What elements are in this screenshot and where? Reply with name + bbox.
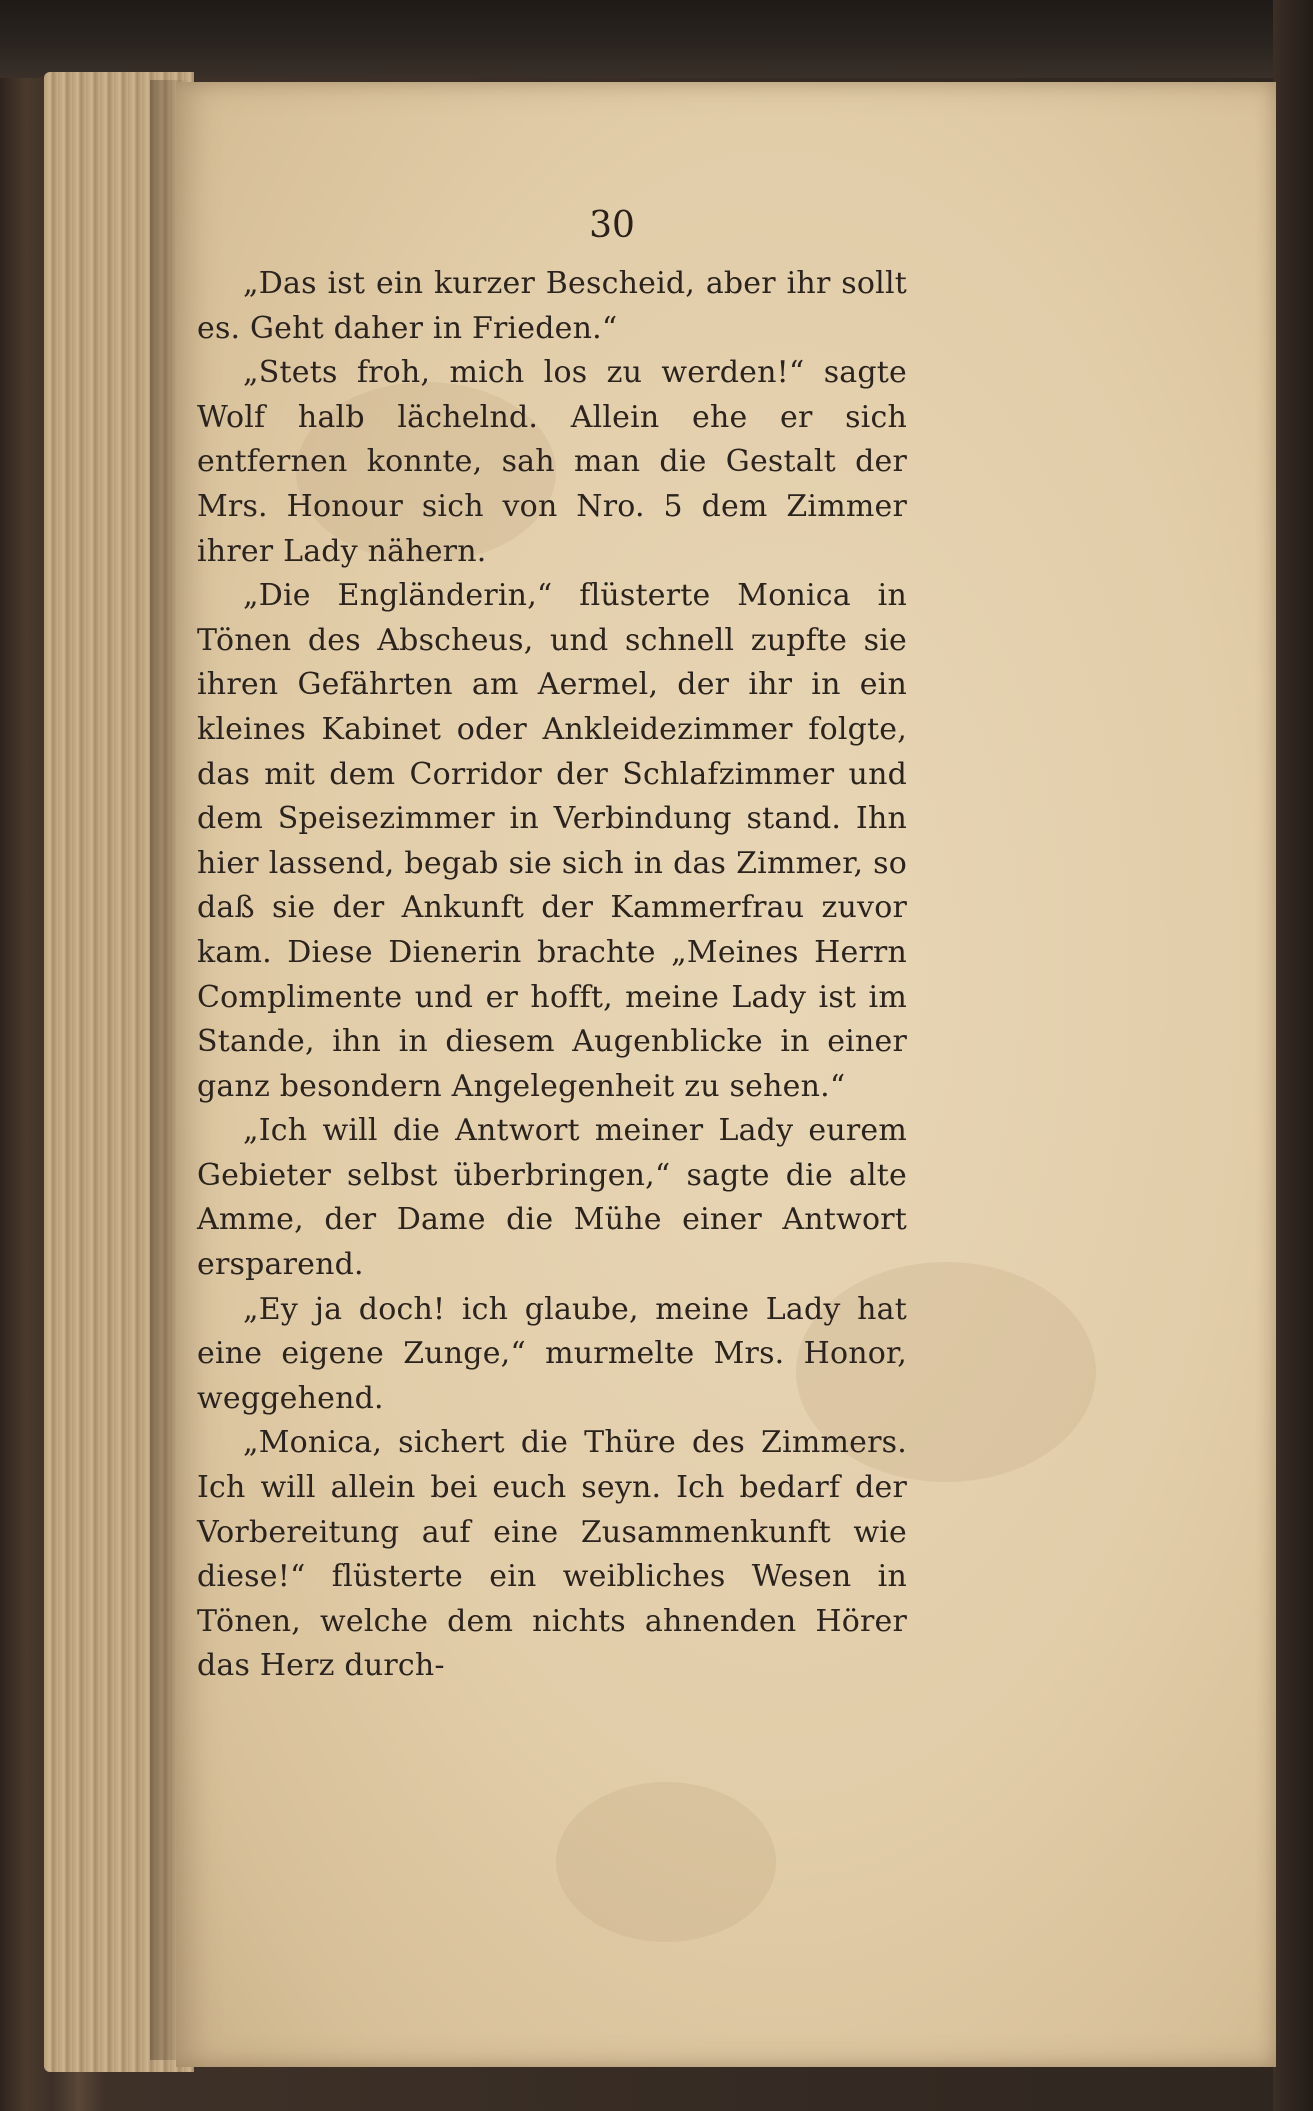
paragraph-text: „Stets froh, mich los zu werden!“ sagte Wolf halb lächelnd. Allein ehe er sich entfernen konnte, sah man die Gestalt der Mrs. Honour sich von Nro. 5 dem Zimmer ihrer Lady nähern. [197,355,907,569]
paragraph-6 [197,1421,907,1689]
paragraph-text: „Ey ja doch! ich glaube, meine Lady hat eine eigene Zunge,“ murmelte Mrs. Honor, weggehend. [197,1291,907,1416]
paragraph-text: „Die Engländerin,“ flüsterte Monica in Tönen des Abscheus, und schnell zupfte sie ihren Gefährten am Aermel, der ihr in ein kleines Kabinet oder Ankleidezimmer folgte, das mit dem Corridor der Schlafzimmer und dem Speisezimmer in Verbindung stand. Ihn hier lassend, begab sie sich in das Zimmer, so daß sie der Ankunft der Kammerfrau zuvor kam. Diese Dienerin brachte „Meines Herrn Complimente und er hofft, meine Lady ist im Stande, ihn in diesem Augenblicke in einer ganz besondern Angelegenheit zu sehen.“ [197,578,907,1104]
paragraph-3 [197,574,907,1109]
book-cover-right-edge [1273,0,1313,2111]
paper-stain [556,1782,776,1942]
paragraph-2 [197,351,907,574]
book-cover-edge [0,0,1313,78]
paragraph-5 [197,1288,907,1422]
paragraph-text: „Monica, sichert die Thüre des Zimmers. Ich will allein bei euch seyn. Ich bedarf der Vorbereitung auf eine Zusammenkunft wie diese!“ flüsterte ein weibliches Wesen in Tönen, welche dem nichts ahnenden Hörer das Herz durch- [197,1425,907,1684]
paragraph-text: „Ich will die Antwort meiner Lady eurem Gebieter selbst überbringen,“ sagte die alte Amme, der Dame die Mühe einer Antwort ersparend. [197,1113,907,1283]
page-number: 30 [589,205,635,246]
paragraph-1 [197,262,907,351]
paragraph-text: „Das ist ein kurzer Bescheid, aber ihr sollt es. Geht daher in Frieden.“ [197,266,907,346]
paragraph-4 [197,1109,907,1287]
page-text [197,262,907,1689]
